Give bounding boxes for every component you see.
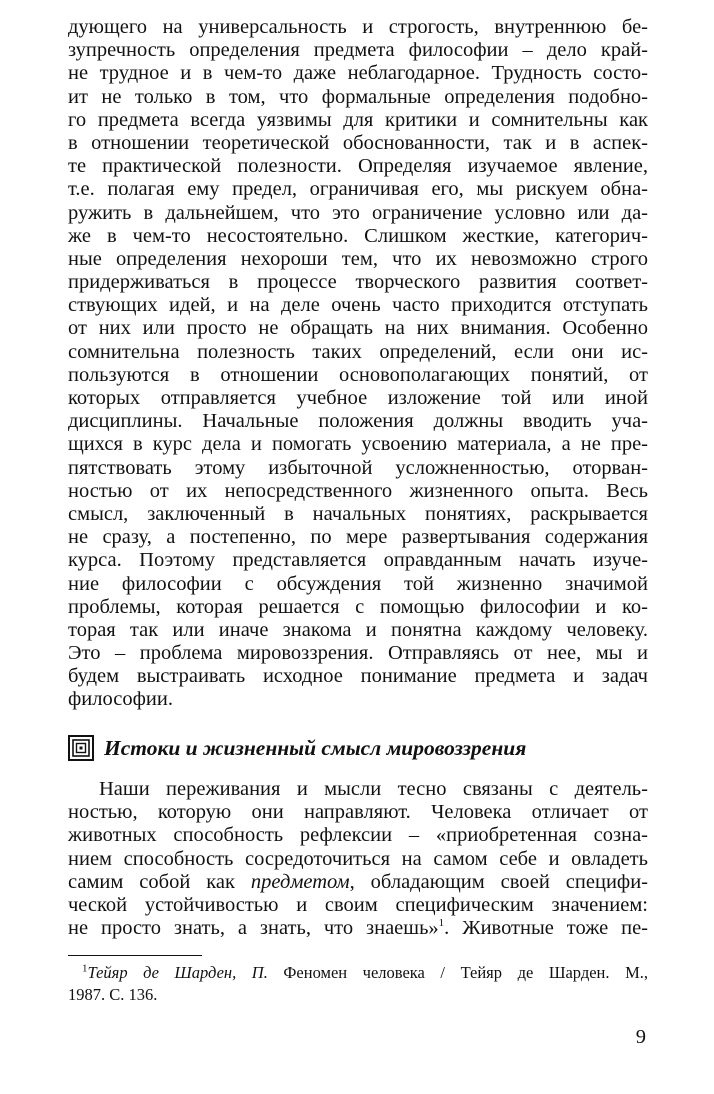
text-line: в отношении теоретической обоснованности, так и в аспек-: [68, 131, 648, 154]
text-line: животных способность рефлексии – «приобретенная созна-: [68, 824, 648, 847]
text-line: не просто знать, а знать, что знаешь»$^1$. Животные тоже пе-: [68, 917, 648, 940]
text-line: самим собой как предметом, обладающим своей специфи-: [68, 870, 648, 893]
text-line: пятствовать этому избыточной усложненностью, оторван-: [68, 456, 648, 479]
text-line: от них или просто не обращать на них внимания. Особенно: [68, 317, 648, 340]
text-line: ные определения нехороши тем, что их невозможно строго: [68, 247, 648, 270]
text-line: ностью от их непосредственного жизненного опыта. Весь: [68, 479, 648, 502]
text-line: нием способность сосредоточиться на самом себе и овладеть: [68, 847, 648, 870]
text-line: пользуются в отношении основополагающих понятий, от: [68, 363, 648, 386]
text-line: же в чем-то несостоятельно. Слишком жесткие, категорич-: [68, 224, 648, 247]
text-line: курса. Поэтому представляется оправданным начать изуче-: [68, 549, 648, 572]
footnote-divider: [68, 955, 202, 956]
footnote-line: 1987. С. 136.: [68, 985, 158, 1004]
text-line: философии.: [68, 688, 173, 711]
text-line: смысл, заключенный в начальных понятиях, раскрывается: [68, 502, 648, 525]
body-text-paragraph-1: [68, 16, 648, 712]
text-line: те практической полезности. Определяя изучаемое явление,: [68, 155, 648, 178]
text-line: ностью, которую они направляют. Человека отличает от: [68, 801, 648, 824]
text-line: ружить в дальнейшем, что это ограничение условно или да-: [68, 201, 648, 224]
text-line: будем выстраивать исходное понимание предмета и задач: [68, 665, 648, 688]
text-line: не трудное и в чем-то даже неблагодарное. Трудность состо-: [68, 62, 648, 85]
text-line: Наши переживания и мысли тесно связаны с деятель-: [99, 778, 648, 800]
text-line: которых отправляется учебное изложение той или иной: [68, 387, 648, 409]
footnote-author: Тейяр де Шарден, П.: [87, 963, 268, 982]
body-text-paragraph-2: [68, 778, 648, 940]
section-heading: [68, 733, 648, 763]
footnote: [68, 962, 648, 1006]
text-line: щихся в курс дела и помогать усвоению материала, а не пре-: [68, 433, 648, 456]
text-line: не сразу, а постепенно, по мере развертывания содержания: [68, 526, 648, 549]
text-line: зупречность определения предмета философии – дело край-: [68, 39, 648, 62]
emphasis-word: предметом: [250, 870, 350, 893]
text-line: сомнительна полезность таких определений, если они ис-: [68, 340, 648, 363]
page-number: 9: [635, 1026, 646, 1048]
text-line: дующего на универсальность и строгость, внутреннюю бе-: [68, 16, 648, 38]
text-line: придерживаться в процессе творческого развития соответ-: [68, 271, 648, 294]
footnote-reference[interactable]: 1: [438, 917, 445, 930]
nested-square-icon: [68, 735, 94, 761]
text-line: т.е. полагая ему предел, ограничивая его, мы рискуем обна-: [68, 178, 648, 201]
text-line: ние философии с обсуждения той жизненно значимой: [68, 572, 648, 595]
text-line: дисциплины. Начальные положения должны вводить уча-: [68, 410, 648, 433]
text-line: го предмета всегда уязвимы для критики и сомнительны как: [68, 108, 648, 131]
text-line: ит не только в том, что формальные определения подобно-: [68, 85, 648, 108]
text-line: Это – проблема мировоззрения. Отправляясь от нее, мы и: [68, 642, 648, 665]
text-line: проблемы, которая решается с помощью философии и ко-: [68, 595, 648, 618]
footnote-line: $^1$Тейяр де Шарден, П. Феномен человека / Тейяр де Шарден. М.,: [82, 962, 648, 982]
section-title: Истоки и жизненный смысл мировоззрения: [104, 735, 527, 760]
footnote-marker: 1: [82, 962, 88, 975]
text-line: ствующих идей, и на деле очень часто приходится отступать: [68, 294, 648, 317]
text-line: ческой устойчивостью и своим специфическим значением:: [68, 893, 648, 916]
text-line: торая так или иначе знакома и понятна каждому человеку.: [68, 618, 648, 641]
